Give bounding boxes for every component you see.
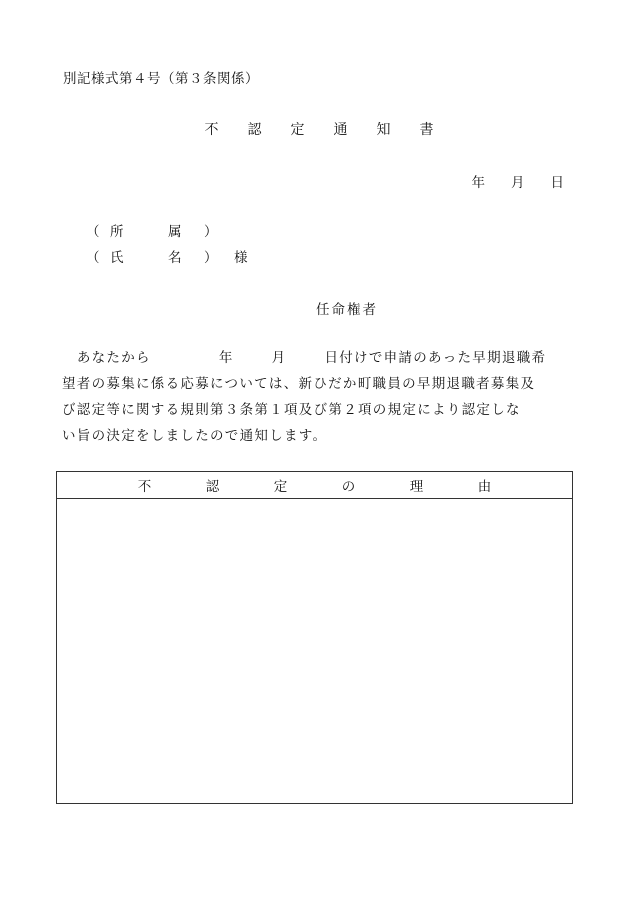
- body-month-unit: 月: [271, 350, 287, 366]
- body-line-1: [62, 345, 582, 371]
- name-label-char: 名: [168, 250, 182, 266]
- affiliation-label-char: 所: [110, 224, 124, 240]
- title-char: 通: [333, 122, 348, 138]
- title-char: 定: [290, 122, 305, 138]
- title-char: 知: [376, 122, 391, 138]
- body-text-segment: 日付けで申請のあった早期退職希: [324, 350, 547, 366]
- date-day-unit: 日: [550, 175, 564, 191]
- reason-entry-area[interactable]: [57, 499, 572, 805]
- title-char: 不: [204, 122, 219, 138]
- name-close-paren: ）: [204, 250, 218, 266]
- date-month-unit: 月: [511, 175, 525, 191]
- affiliation-close-paren: ）: [204, 224, 218, 240]
- affiliation-open-paren: （: [86, 224, 100, 240]
- affiliation-row: [86, 220, 234, 240]
- name-label-char: 氏: [110, 250, 124, 266]
- body-year-unit: 年: [218, 350, 234, 366]
- body-line-4: い旨の決定をしましたので通知します。: [62, 428, 328, 444]
- title-char: 書: [419, 122, 434, 138]
- reason-header-char: 定: [273, 479, 288, 495]
- name-open-paren: （: [86, 250, 100, 266]
- notice-body: [62, 345, 582, 449]
- reason-table: [56, 471, 573, 804]
- reason-header-char: 理: [409, 479, 424, 495]
- date-month-blank[interactable]: [485, 171, 511, 191]
- appointing-authority: 任命権者: [316, 302, 378, 318]
- document-title: [0, 119, 630, 139]
- reason-header: [57, 472, 572, 499]
- body-line-2: 望者の募集に係る応募については、新ひだか町職員の早期退職者募集及: [62, 376, 536, 392]
- date-year-unit: 年: [471, 175, 485, 191]
- reason-header-char: 不: [137, 479, 152, 495]
- name-row: [86, 246, 254, 266]
- title-char: 認: [247, 122, 262, 138]
- body-line-3: び認定等に関する規則第３条第１項及び第２項の規定により認定しな: [62, 402, 521, 418]
- body-text-segment: あなたから: [76, 350, 151, 366]
- form-number: 別記様式第４号（第３条関係）: [63, 71, 259, 87]
- honorific: 様: [234, 250, 248, 266]
- reason-header-char: 認: [205, 479, 220, 495]
- date-line: [472, 171, 565, 191]
- reason-header-char: 由: [477, 479, 492, 495]
- affiliation-label-char: 属: [168, 224, 182, 240]
- date-day-blank[interactable]: [525, 171, 551, 191]
- reason-header-char: の: [341, 479, 356, 495]
